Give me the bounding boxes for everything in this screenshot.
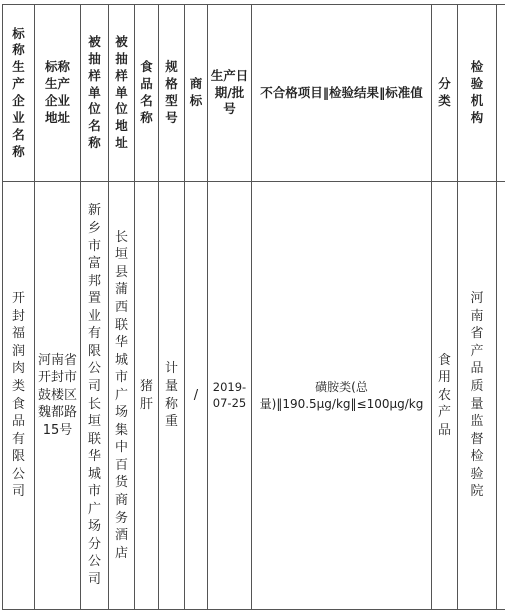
cell-food-name-text: 猪肝 bbox=[139, 378, 153, 412]
cell-inspection-agency-text: 河南省产品质量监督检验院 bbox=[470, 291, 484, 500]
cell-category-text: 食用农产品 bbox=[437, 352, 451, 438]
header-food-name bbox=[135, 5, 159, 182]
header-category-text: 分类 bbox=[438, 76, 451, 108]
header-production-date-text: 生产日期/批号 bbox=[210, 67, 249, 117]
cell-sampled-unit bbox=[81, 182, 109, 610]
cell-brand bbox=[185, 182, 208, 610]
header-sampled-unit bbox=[81, 5, 109, 182]
table-row bbox=[3, 182, 505, 610]
header-spec bbox=[159, 5, 185, 182]
cell-failed-item bbox=[252, 182, 432, 610]
header-producer-address-text: 标称生产企业地址 bbox=[44, 59, 70, 125]
cell-producer-address bbox=[35, 182, 81, 610]
cell-production-date-text: 2019-07-25 bbox=[212, 379, 247, 410]
cell-sampled-address bbox=[109, 182, 135, 610]
row-overflow-cell bbox=[497, 182, 505, 610]
header-overflow-cell bbox=[497, 5, 505, 182]
header-sampled-address bbox=[109, 5, 135, 182]
cell-spec-text: 计量称重 bbox=[164, 361, 178, 430]
header-producer-name-text: 标称生产企业名称 bbox=[12, 25, 25, 159]
cell-producer-address-text: 河南省开封市鼓楼区魏都路15号 bbox=[37, 352, 77, 438]
header-food-name-text: 食品名称 bbox=[140, 59, 153, 125]
header-row bbox=[3, 5, 505, 182]
cell-producer bbox=[3, 182, 35, 610]
header-sampled-unit-text: 被抽样单位名称 bbox=[88, 33, 101, 151]
header-producer-address bbox=[35, 5, 81, 182]
cell-category bbox=[432, 182, 458, 610]
cell-production-date bbox=[208, 182, 252, 610]
cell-sampled-address-text: 长垣县蒲西联华城市广场集中百货商务酒店 bbox=[114, 229, 128, 561]
header-inspection-agency bbox=[458, 5, 497, 182]
header-brand bbox=[185, 5, 208, 182]
header-production-date bbox=[208, 5, 252, 182]
header-producer-name bbox=[3, 5, 35, 182]
cell-inspection-agency bbox=[458, 182, 497, 610]
header-brand-text: 商标 bbox=[189, 76, 203, 108]
inspection-table bbox=[2, 4, 505, 610]
cell-brand-text: / bbox=[193, 387, 199, 403]
header-failed-item-text: 不合格项目‖检验结果‖标准值 bbox=[260, 84, 423, 100]
cell-failed-item-text: 磺胺类(总量)‖190.5μg/kg‖≤100μg/kg bbox=[259, 380, 424, 411]
header-category bbox=[432, 5, 458, 182]
header-spec-text: 规格型号 bbox=[165, 59, 178, 125]
header-inspection-agency-text: 检验机构 bbox=[470, 59, 484, 125]
cell-food-name bbox=[135, 182, 159, 610]
header-sampled-address-text: 被抽样单位地址 bbox=[115, 33, 128, 151]
cell-spec bbox=[159, 182, 185, 610]
header-failed-item bbox=[252, 5, 432, 182]
cell-producer-text: 开封福润肉类食品有限公司 bbox=[11, 291, 25, 500]
cell-sampled-unit-text: 新乡市富邦置业有限公司长垣联华城市广场分公司 bbox=[87, 203, 101, 587]
